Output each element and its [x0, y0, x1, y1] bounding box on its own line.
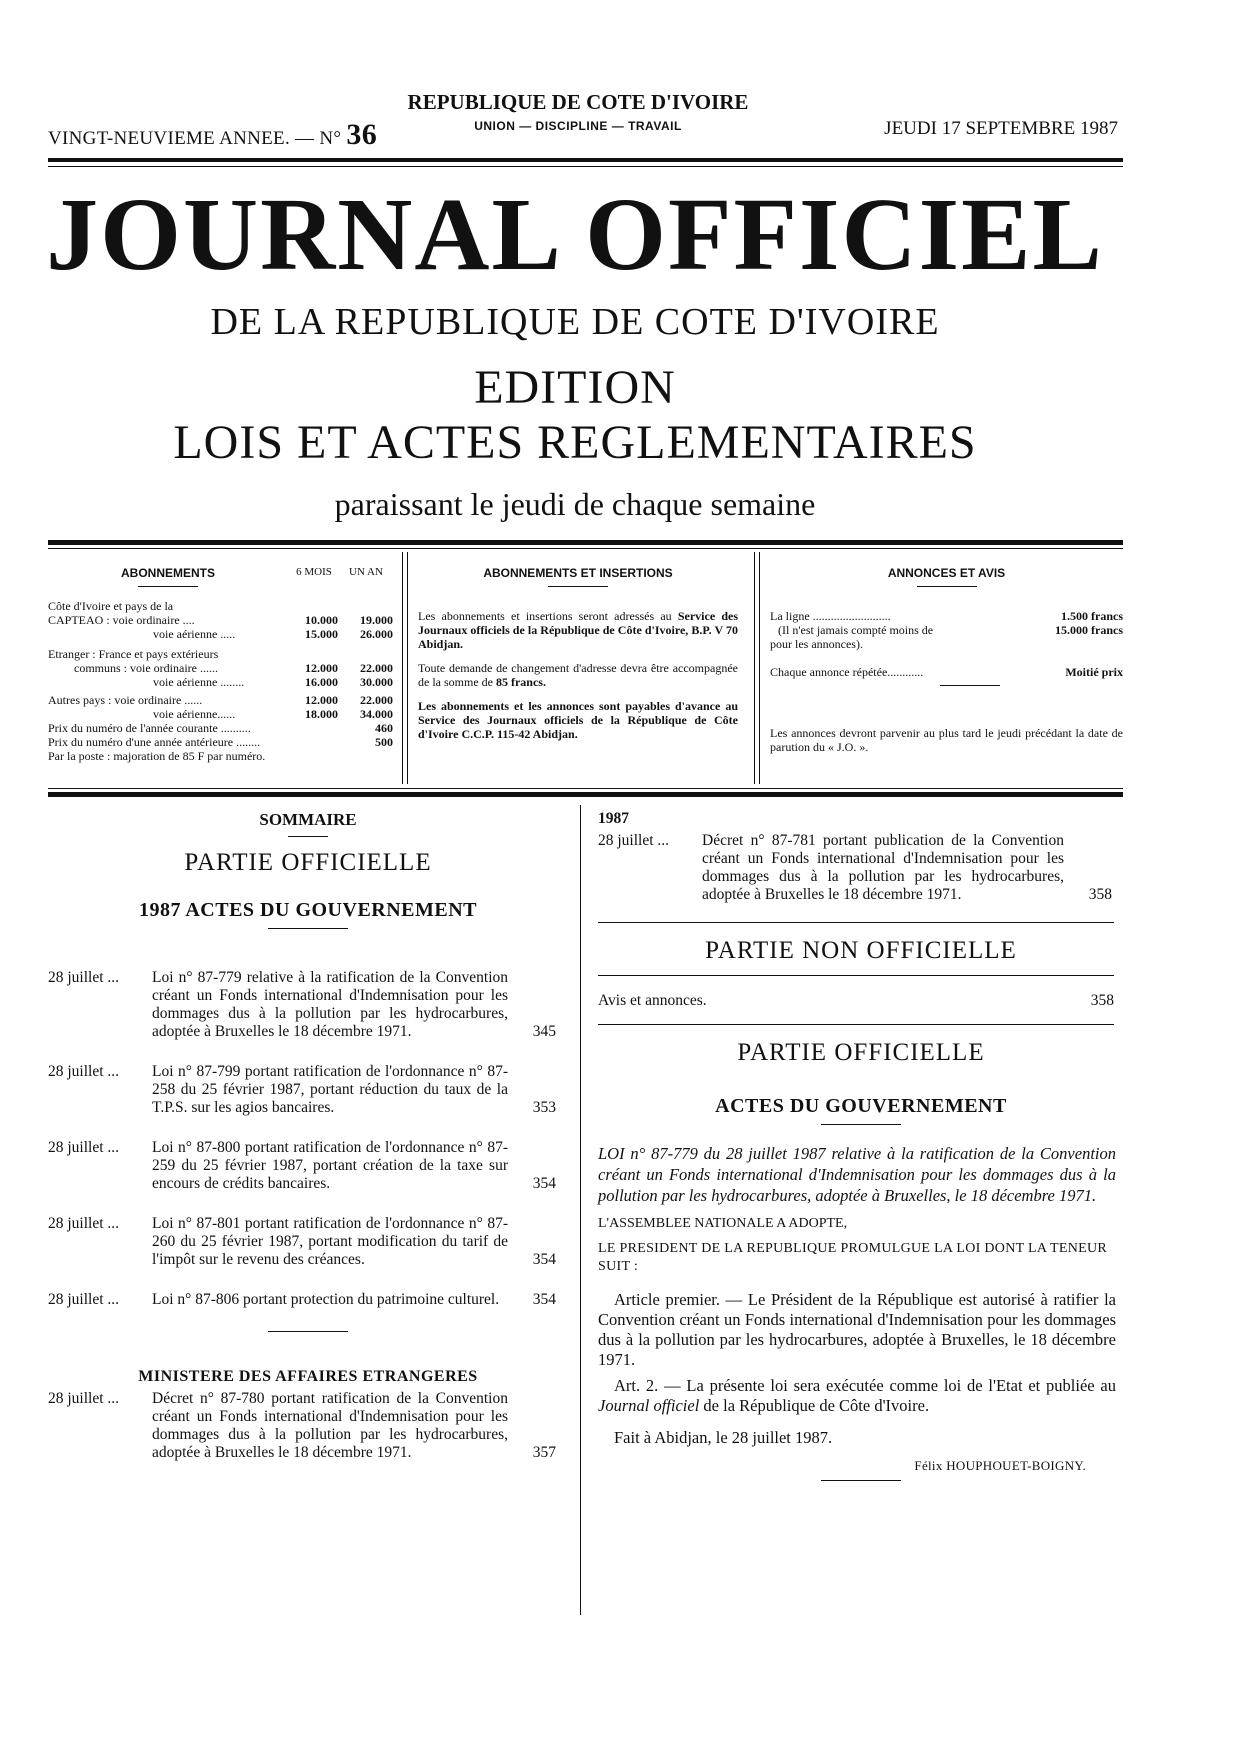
entry-date: 28 juillet ...: [48, 1390, 120, 1407]
entry-date: 28 juillet ...: [48, 1139, 120, 1156]
entry-text: Loi n° 87-799 portant ratification de l'ordonnance n° 87-258 du 25 février 1987, portant réduction du taux de la T.P.S. sur les agios bancaires.: [152, 1063, 508, 1116]
col-six-months: 6 MOIS: [296, 566, 332, 578]
divider: [821, 1124, 901, 1125]
rate-value: 12.000: [305, 693, 338, 707]
page-number: 354: [532, 1251, 556, 1268]
rate-value: 500: [375, 735, 393, 749]
rate-label: Prix du numéro d'une année antérieure ........: [48, 735, 261, 749]
year-label: 1987: [598, 810, 629, 827]
entry-text: Loi n° 87-801 portant ratification de l'ordonnance n° 87-260 du 25 février 1987, portant modification du tarif de l'impôt sur le revenu des créances.: [152, 1215, 508, 1268]
divider: [268, 1331, 348, 1332]
divider: [288, 836, 328, 837]
insertions-fee: 85 francs.: [495, 675, 546, 689]
rate-value: 22.000: [360, 693, 393, 707]
rate-value: 12.000: [305, 661, 338, 675]
entry-text: Loi n° 87-806 portant protection du patrimoine culturel.: [152, 1291, 500, 1308]
summary-entry: [48, 1139, 568, 1193]
column-divider: [580, 805, 581, 1615]
rate-value: 18.000: [305, 707, 338, 721]
subs-bottom-rule-thin: [48, 788, 1123, 789]
ministry-entries: [48, 1390, 568, 1462]
journal-reference: Journal officiel: [598, 1396, 700, 1415]
summary-entry: [48, 969, 568, 1041]
page-number: 358: [1090, 992, 1114, 1009]
summary-title: SOMMAIRE: [259, 810, 357, 829]
rate-label: communs : voie ordinaire ......: [74, 661, 218, 675]
page-number: 357: [532, 1444, 556, 1461]
insertions-column: [418, 552, 738, 784]
entry-date: 28 juillet ...: [48, 1291, 120, 1308]
summary-entry: [598, 832, 1124, 904]
government-acts-heading: 1987 ACTES DU GOUVERNEMENT: [138, 899, 478, 921]
insertions-text: Toute demande de changement d'adresse devra être accompagnée de la somme de: [418, 661, 738, 689]
divider: [940, 685, 1000, 686]
entry-date: 28 juillet ...: [598, 832, 670, 849]
article-1: Article premier. — Le Président de la République est autorisé à ratifier la Convention créant un Fonds international d'Indemnisation pour les dommages dus à la pollution par les hydrocarbures, adoptée à Bruxelles, le 18 décembre 1971.: [598, 1290, 1116, 1369]
column-divider: [402, 552, 408, 784]
notice-price: 15.000 francs: [1055, 623, 1123, 637]
official-part-title: PARTIE OFFICIELLE: [737, 1039, 985, 1066]
rate-value: 10.000: [305, 613, 338, 627]
notice-price: Moitié prix: [1065, 665, 1123, 679]
notices-column: [770, 552, 1123, 784]
article-2-text: de la République de Côte d'Ivoire.: [703, 1396, 930, 1415]
rate-value: 460: [375, 721, 393, 735]
entry-text: Décret n° 87-780 portant ratification de la Convention créant un Fonds international d'Indemnisation pour les dommages dus à la pollution par les hydrocarbures, adoptée à Bruxelles le 18 décembre 1971.: [152, 1390, 508, 1461]
rate-label: voie aérienne......: [153, 707, 236, 721]
header-rule: [48, 158, 1123, 162]
rate-label: Autres pays : voie ordinaire ......: [48, 693, 203, 707]
page-number: 354: [532, 1291, 556, 1308]
subs-top-rule-thin: [48, 548, 1123, 549]
page-number: 354: [532, 1175, 556, 1192]
divider: [548, 586, 608, 587]
notice-label: (Il n'est jamais compté moins de: [778, 623, 934, 637]
official-column: [598, 810, 1124, 1487]
rate-label: CAPTEAO : voie ordinaire ....: [48, 613, 195, 627]
summary-column: [48, 810, 568, 1484]
entry-date: 28 juillet ...: [48, 1063, 120, 1080]
entry-text: Loi n° 87-800 portant ratification de l'ordonnance n° 87-259 du 25 février 1987, portant création de la taxe sur encours de crédits bancaires.: [152, 1139, 508, 1192]
insertions-text: Les abonnements et insertions seront adressés au: [418, 609, 672, 623]
year-label: VINGT-NEUVIEME ANNEE. — N°: [48, 128, 342, 149]
ministry-heading: MINISTERE DES AFFAIRES ETRANGERES: [138, 1368, 478, 1385]
divider: [598, 975, 1114, 976]
rate-value: 30.000: [360, 675, 393, 689]
law-title: LOI n° 87-779 du 28 juillet 1987 relative à la ratification de la Convention créant un Fonds international d'Indemnisation pour les dommages dus à la pollution par les hydrocarbures, adoptée à Bruxelles, le 18 décembre 1971.: [598, 1144, 1116, 1205]
notice-label: pour les annonces).: [770, 637, 863, 651]
notice-deadline: Les annonces devront parvenir au plus tard le jeudi précédant la date de parution du « J.O. ».: [770, 726, 1123, 754]
assembly-statement: L'ASSEMBLEE NATIONALE A ADOPTE,: [598, 1216, 848, 1231]
signature: Félix HOUPHOUET-BOIGNY.: [914, 1458, 1086, 1473]
postal-surcharge: Par la poste : majoration de 85 F par numéro.: [48, 749, 266, 763]
insertions-address: Service des Journaux officiels de la République de Côte d'Ivoire, B.P. V 70 Abidjan.: [418, 609, 739, 651]
president-statement: LE PRESIDENT DE LA REPUBLIQUE PROMULGUE LA LOI DONT LA TENEUR SUIT :: [598, 1241, 1108, 1274]
rate-label: Côte d'Ivoire et pays de la: [48, 599, 174, 613]
subs-bottom-rule: [48, 792, 1123, 797]
masthead-subtitle: DE LA REPUBLIQUE DE COTE D'IVOIRE: [210, 301, 940, 343]
government-acts-heading: ACTES DU GOUVERNEMENT: [715, 1095, 1007, 1117]
entry-text: Loi n° 87-779 relative à la ratification de la Convention créant un Fonds international d'Indemnisation pour les dommages dus à la pollution par les hydrocarbures, adoptée à Bruxelles le 18 décembre 1971.: [152, 969, 508, 1040]
rate-label: voie aérienne ........: [153, 675, 245, 689]
edition-label: EDITION: [474, 361, 676, 414]
notices-heading: ANNONCES ET AVIS: [887, 566, 1006, 580]
notices-entry: Avis et annonces.: [598, 992, 707, 1009]
rate-value: 15.000: [305, 627, 338, 641]
rate-value: 16.000: [305, 675, 338, 689]
non-official-title: PARTIE NON OFFICIELLE: [705, 937, 1017, 964]
rate-value: 22.000: [360, 661, 393, 675]
national-motto: UNION — DISCIPLINE — TRAVAIL: [474, 119, 682, 133]
notice-label: Chaque annonce répétée............: [770, 665, 924, 679]
entry-text: Décret n° 87-781 portant publication de la Convention créant un Fonds international d'Indemnisation pour les dommages dus à la pollution par les hydrocarbures, adoptée à Bruxelles le 18 décembre 1971.: [702, 832, 1064, 903]
header-rule-thin: [48, 166, 1123, 167]
entry-date: 28 juillet ...: [48, 1215, 120, 1232]
publication-frequency: paraissant le jeudi de chaque semaine: [334, 486, 816, 522]
summary-entries: [48, 969, 568, 1309]
summary-entry: [48, 1063, 568, 1117]
page-number: 353: [532, 1099, 556, 1116]
divider: [598, 922, 1114, 923]
subscription-rates: [48, 599, 393, 763]
republic-name: REPUBLIQUE DE COTE D'IVOIRE: [407, 90, 749, 114]
entry-date: 28 juillet ...: [48, 969, 120, 986]
summary-entry: [48, 1390, 568, 1462]
divider: [821, 1480, 901, 1481]
article-2-text: Art. 2. — La présente loi sera exécutée comme loi de l'Etat et publiée au: [614, 1376, 1116, 1395]
insertions-heading: ABONNEMENTS ET INSERTIONS: [483, 566, 673, 580]
issue-date: JEUDI 17 SEPTEMBRE 1987: [884, 118, 1118, 139]
page-number: 345: [532, 1023, 556, 1040]
article-2: [598, 1376, 1124, 1416]
header-bar: [38, 90, 1118, 152]
rate-label: Etranger : France et pays extérieurs: [48, 647, 219, 661]
notice-label: La ligne ..........................: [770, 609, 891, 623]
subscriptions-heading: ABONNEMENTS: [120, 566, 215, 580]
col-one-year: UN AN: [349, 566, 383, 578]
rate-value: 34.000: [360, 707, 393, 721]
rate-value: 26.000: [360, 627, 393, 641]
subscription-box: [48, 552, 1123, 784]
rate-label: voie aérienne .....: [153, 627, 236, 641]
divider: [598, 1024, 1114, 1025]
rate-label: Prix du numéro de l'année courante ..........: [48, 721, 251, 735]
divider: [268, 928, 348, 929]
page-number: 358: [1088, 886, 1112, 903]
done-at: Fait à Abidjan, le 28 juillet 1987.: [614, 1428, 833, 1447]
summary-entries: [598, 832, 1124, 904]
insertions-payment: Les abonnements et les annonces sont payables d'avance au Service des Journaux officiels de la République de Côte d'Ivoire C.C.P. 115-42 Abidjan.: [418, 699, 738, 741]
divider: [138, 586, 198, 587]
summary-entry: [48, 1291, 568, 1309]
subscriptions-column: [48, 552, 393, 784]
summary-entry: [48, 1215, 568, 1269]
issue-number: 36: [346, 118, 378, 151]
rate-value: 19.000: [360, 613, 393, 627]
summary-part-title: PARTIE OFFICIELLE: [184, 849, 432, 876]
divider: [917, 586, 977, 587]
subs-top-rule: [48, 540, 1123, 545]
edition-name: LOIS ET ACTES REGLEMENTAIRES: [173, 416, 977, 469]
notice-price: 1.500 francs: [1061, 609, 1123, 623]
masthead-title: JOURNAL OFFICIEL: [46, 177, 1104, 292]
column-divider: [754, 552, 760, 784]
